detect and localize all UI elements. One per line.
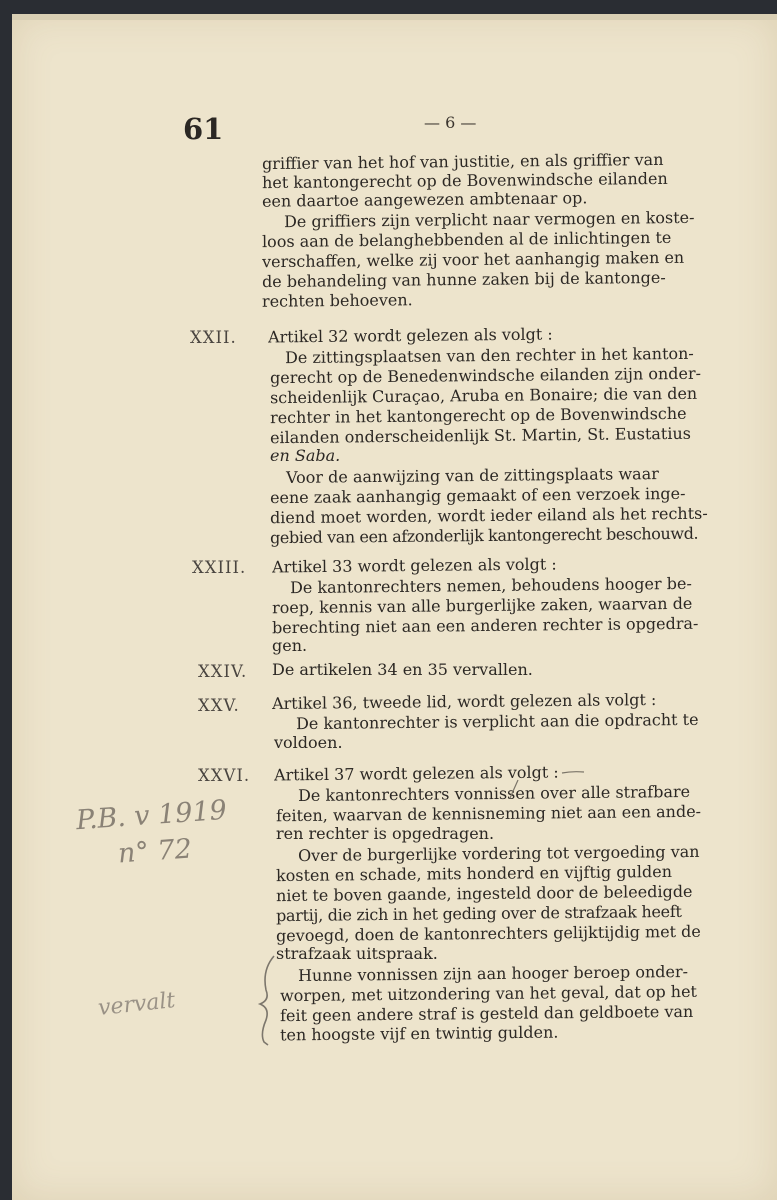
article-line: feiten, waarvan de kennisneming niet aan een ande- xyxy=(275,801,702,826)
article-line: gebied van een afzonderlijk kantongerecht beschouwd. xyxy=(269,523,699,548)
article-line: De artikelen 34 en 35 vervallen. xyxy=(272,660,533,679)
article-line: Voor de aanwijzing van de zittingsplaats waar xyxy=(285,464,659,487)
article-number: XXV. xyxy=(198,696,240,715)
article-number: XXIV. xyxy=(198,662,248,681)
page-number: 61 xyxy=(183,112,224,146)
margin-note-vervalt: vervalt xyxy=(96,988,177,1021)
article-line: Artikel 32 wordt gelezen als volgt : xyxy=(267,324,553,347)
article-line: eilanden onderscheidenlijk St. Martin, St. Eustatius xyxy=(269,423,692,448)
article-line: Artikel 37 wordt gelezen als volgt : xyxy=(273,762,559,785)
article-line: gerecht op de Benedenwindsche eilanden zijn onder- xyxy=(269,363,702,388)
page-edge xyxy=(12,14,777,20)
page-header: — 6 — xyxy=(424,113,477,132)
intro-line: loos aan de belanghebbenden al de inlichtingen te xyxy=(261,227,672,252)
intro-line: griffier van het hof van justitie, en als griffier van xyxy=(261,149,664,174)
article-line: strafzaak uitspraak. xyxy=(276,944,438,963)
article-line: kosten en schade, mits honderd en vijftig gulden xyxy=(275,861,673,886)
article-number: XXIII. xyxy=(192,558,247,577)
article-line: ten hoogste vijf en twintig gulden. xyxy=(279,1022,559,1045)
intro-line: een daartoe aangewezen ambtenaar op. xyxy=(261,188,588,211)
pencil-bracket xyxy=(252,950,282,1050)
article-line: roep, kennis van alle burgerlijke zaken, waarvan de xyxy=(271,593,693,618)
article-line: en Saba. xyxy=(270,446,341,465)
article-line: diend moet worden, wordt ieder eiland als het rechts- xyxy=(269,503,708,528)
article-line: De kantonrechter is verplicht aan die opdracht te xyxy=(295,709,699,734)
article-line: worpen, met uitzondering van het geval, dat op het xyxy=(279,981,698,1006)
article-line: gevoegd, doen de kantonrechters gelijktijdig met de xyxy=(275,921,701,946)
article-line: gen. xyxy=(272,636,308,655)
article-line: Over de burgerlijke vordering tot vergoeding van xyxy=(297,841,700,866)
intro-line: rechten behoeven. xyxy=(261,290,413,311)
intro-line: het kantongerecht op de Bovenwindsche eilanden xyxy=(261,168,668,193)
article-line: scheidenlijk Curaçao, Aruba en Bonaire; die van den xyxy=(269,383,698,408)
intro-line: de behandeling van hunne zaken bij de kantonge- xyxy=(261,267,666,292)
article-line: Hunne vonnissen zijn aan hooger beroep onder- xyxy=(297,961,689,986)
article-line: niet te boven gaande, ingesteld door de beleedigde xyxy=(275,881,693,906)
article-line: De kantonrechters vonnissen over alle strafbare xyxy=(297,781,691,806)
article-line: eene zaak aanhangig gemaakt of een verzoek inge- xyxy=(269,483,686,508)
article-line: rechter in het kantongerecht op de Bovenwindsche xyxy=(269,403,687,428)
article-line: Artikel 33 wordt gelezen als volgt : xyxy=(271,554,557,577)
article-line: partij, die zich in het geding over de strafzaak heeft xyxy=(275,901,682,926)
article-line: Artikel 36, tweede lid, wordt gelezen als volgt : xyxy=(271,689,657,714)
pencil-strike-mark xyxy=(300,758,600,828)
article-line: voldoen. xyxy=(274,733,343,752)
article-number: XXII. xyxy=(190,328,237,347)
intro-line: De griffiers zijn verplicht naar vermogen en koste- xyxy=(283,207,695,232)
margin-note: n° 72 xyxy=(117,833,193,870)
article-line: feit geen andere straf is gesteld dan geldboete van xyxy=(279,1001,694,1026)
margin-note: P.B. v 1919 xyxy=(75,794,228,837)
article-line: De kantonrechters nemen, behoudens hooger be- xyxy=(289,573,692,598)
article-line: ren rechter is opgedragen. xyxy=(276,824,495,843)
article-line: berechting niet aan een anderen rechter is opgedra- xyxy=(271,613,699,638)
article-line: De zittingsplaatsen van den rechter in het kanton- xyxy=(284,343,694,368)
article-number: XXVI. xyxy=(198,766,251,785)
intro-line: verschaffen, welke zij voor het aanhangig maken en xyxy=(261,247,685,272)
